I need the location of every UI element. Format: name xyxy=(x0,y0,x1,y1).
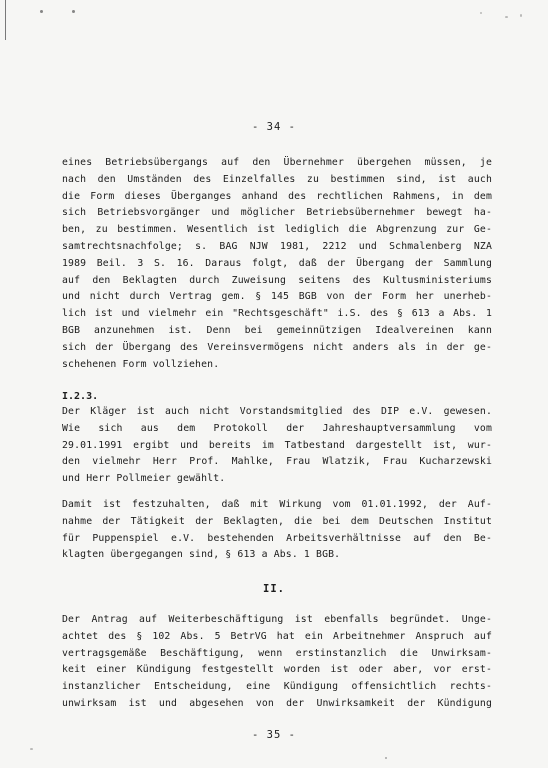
scan-speck xyxy=(72,10,75,13)
text-line: Der Kläger ist auch nicht Vorstandsmitglied des DIP e.V. gewesen. xyxy=(62,406,492,417)
scan-speck xyxy=(520,14,522,17)
text-line: vertragsgemäße Beschäftigung, wenn erstinstanzlich die Unwirksam- xyxy=(62,647,492,659)
text-line: eines Betriebsübergangs auf den Übernehmer übergehen müssen, je xyxy=(62,157,492,168)
text-line: 29.01.1991 ergibt und bereits im Tatbestand dargestellt ist, wur- xyxy=(62,439,492,451)
paragraph-intro xyxy=(62,155,492,373)
page-number-bottom: - 35 - xyxy=(252,729,296,741)
text-line: sich Betriebsvorgänger und möglicher Betriebsübernehmer bewegt ha- xyxy=(62,207,492,219)
text-line: instanzlicher Entscheidung, eine Kündigung offensichtlich rechts- xyxy=(62,681,492,693)
scan-speck xyxy=(30,748,33,750)
text-line: die Form dieses Überganges anhand des rechtlichen Rahmens, in dem xyxy=(62,190,492,202)
text-line: Wie sich aus dem Protokoll der Jahreshauptversammlung vom xyxy=(62,422,492,434)
text-line: keit einer Kündigung festgestellt worden ist oder aber, vor erst- xyxy=(62,664,492,676)
paragraph-weiterbeschäftigung xyxy=(62,612,492,713)
text-line: BGB anzunehmen ist. Denn bei gemeinnützigen Idealvereinen kann xyxy=(62,324,492,336)
section-heading-i-2-3 xyxy=(62,389,492,405)
text-line: Der Antrag auf Weiterbeschäftigung ist ebenfalls begründet. Unge- xyxy=(62,614,492,625)
text-line: achtet des § 102 Abs. 5 BetrVG hat ein Arbeitnehmer Anspruch auf xyxy=(62,630,492,642)
page-number-top: - 34 - xyxy=(252,121,296,133)
scan-edge-line xyxy=(5,0,6,40)
text-line: lich ist und vielmehr ein "Rechtsgeschäft" i.S. des § 613 a Abs. 1 xyxy=(62,308,492,320)
paragraph-kläger xyxy=(62,404,492,488)
text-line: nahme der Tätigkeit der Beklagten, die bei dem Deutschen Institut xyxy=(62,515,492,527)
scan-speck xyxy=(40,10,43,13)
text-line: den vielmehr Herr Prof. Mahlke, Frau Wlatzik, Frau Kucharzewski xyxy=(62,456,492,468)
text-line: 1989 Beil. 3 S. 16. Daraus folgt, daß der Übergang der Sammlung xyxy=(62,257,492,269)
text-line: und Herr Pollmeier gewählt. xyxy=(62,473,226,485)
text-line: für Puppenspiel e.V. bestehenden Arbeitsverhältnisse auf den Be- xyxy=(62,532,492,544)
scan-speck xyxy=(480,12,482,14)
text-line: klagten übergegangen sind, § 613 a Abs. 1 BGB. xyxy=(62,549,341,561)
scan-speck xyxy=(385,757,387,759)
text-line: nach den Umständen des Einzelfalles zu bestimmen sind, ist auch xyxy=(62,173,492,185)
text-line: samtrechtsnachfolge; s. BAG NJW 1981, 2212 und Schmalenberg NZA xyxy=(62,240,492,252)
scan-speck xyxy=(505,16,508,18)
text-line: unwirksam ist und abgesehen von der Unwirksamkeit der Kündigung xyxy=(62,697,492,709)
text-line: schehenen Form vollziehen. xyxy=(62,358,220,370)
heading-i-2-3: I.2.3. xyxy=(62,391,99,402)
text-line: auf den Beklagten durch Zuweisung seitens des Kultusministeriums xyxy=(62,274,492,286)
heading-ii: II. xyxy=(263,583,285,595)
text-line: und nicht durch Vertrag gem. § 145 BGB von der Form her unerheb- xyxy=(62,291,492,303)
text-line: ben, zu bestimmen. Wesentlich ist lediglich die Abgrenzung zur Ge- xyxy=(62,224,492,236)
paragraph-festzuhalten xyxy=(62,497,492,564)
text-line: sich der Übergang des Vereinsvermögens nicht anders als in der ge- xyxy=(62,341,492,353)
text-line: Damit ist festzuhalten, daß mit Wirkung vom 01.01.1992, der Auf- xyxy=(62,499,492,510)
